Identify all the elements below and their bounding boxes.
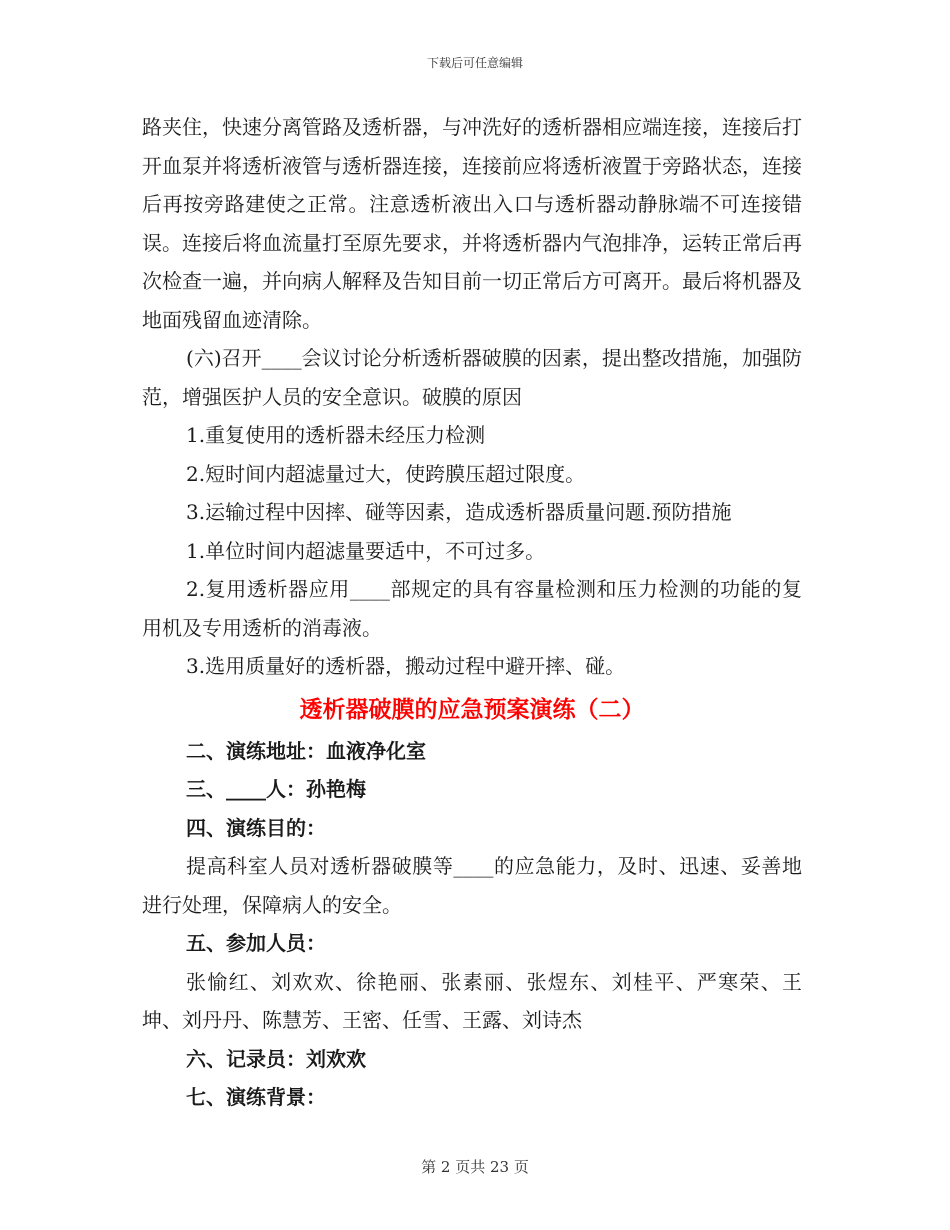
drill-purpose-heading: 四、演练目的： bbox=[186, 815, 326, 840]
cause-item-3: 3.运输过程中因摔、碰等因素，造成透析器质量问题.预防措施 bbox=[186, 500, 732, 524]
prevention-item-3: 3.选用质量好的透析器，搬动过程中避开摔、碰。 bbox=[186, 654, 626, 678]
prevention-item-2: 2.复用透析器应用____部规定的具有容量检测和压力检测的功能的复用机及专用透析的消毒液。 bbox=[142, 577, 802, 640]
prevention-item-1: 1.单位时间内超滤量要适中，不可过多。 bbox=[186, 538, 546, 563]
drill-background-heading: 七、演练背景： bbox=[186, 1085, 326, 1109]
header-note: 下载后可任意编辑 bbox=[426, 56, 523, 70]
drill-participants-heading: 五、参加人员： bbox=[186, 931, 326, 955]
drill-responsible-person: 三、____人：孙艳梅 bbox=[186, 777, 366, 801]
document-body bbox=[142, 108, 802, 1117]
cause-item-2: 2.短时间内超滤量过大，使跨膜压超过限度。 bbox=[186, 461, 586, 486]
paragraph-procedure: 路夹住，快速分离管路及透析器，与冲洗好的透析器相应端连接，连接后打开血泵并将透析液管与透析器连接，连接前应将透析液置于旁路状态，连接后再按旁路建使之正常。注意透析液出入口与透析器动静脉端不可连接错误。连接后将血流量打至原先要求，并将透析器内气泡排净，运转正常后再次检查一遍，并向病人解释及告知目前一切正常后方可离开。最后将机器及地面残留血迹清除。 bbox=[142, 115, 802, 332]
drill-recorder: 六、记录员：刘欢欢 bbox=[186, 1046, 366, 1071]
page-footer: 第 2 页共 23 页 bbox=[421, 1158, 529, 1176]
drill-location: 二、演练地址：血液净化室 bbox=[186, 738, 426, 763]
drill-purpose-text: 提高科室人员对透析器破膜等____的应急能力，及时、迅速、妥善地进行处理，保障病人的安全。 bbox=[142, 854, 802, 917]
cause-item-1: 1.重复使用的透析器未经压力检测 bbox=[186, 423, 486, 447]
drill-participants-list: 张愉红、刘欢欢、徐艳丽、张素丽、张煜东、刘桂平、严寒荣、王坤、刘丹丹、陈慧芳、王密、任雪、王露、刘诗杰 bbox=[142, 969, 802, 1032]
paragraph-meeting: (六)召开____会议讨论分析透析器破膜的因素，提出整改措施，加强防范，增强医护人员的安全意识。破膜的原因 bbox=[142, 346, 802, 409]
section-title: 透析器破膜的应急预案演练（二） bbox=[299, 695, 645, 723]
